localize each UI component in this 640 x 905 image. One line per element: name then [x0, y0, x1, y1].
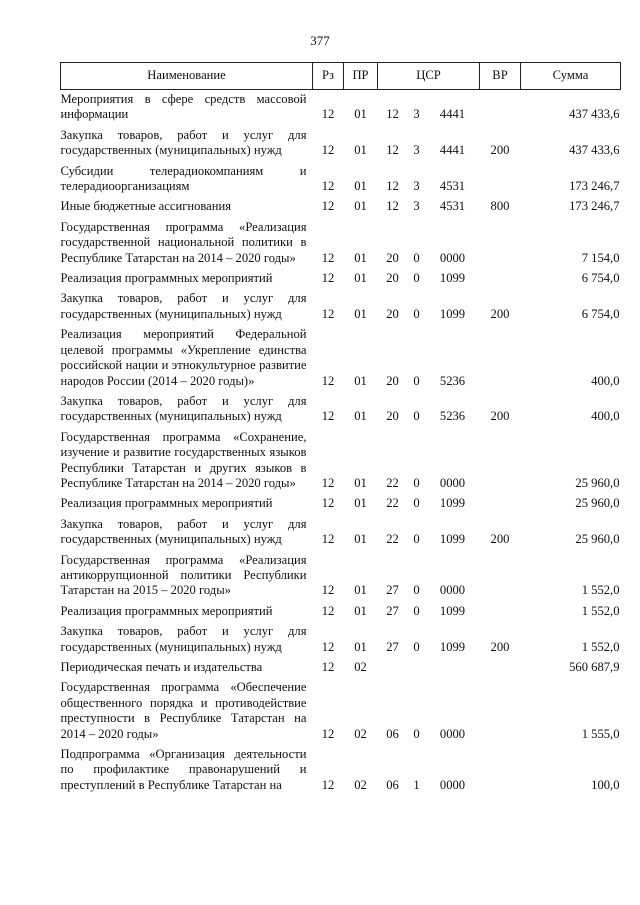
cell-csr1: 20 [386, 271, 399, 286]
cell-vr: 200 [490, 306, 510, 321]
cell-sum: 1 552,0 [581, 603, 620, 618]
table-row [61, 602, 621, 622]
cell-pr: 01 [354, 639, 367, 654]
budget-table [60, 62, 621, 796]
cell-rz: 12 [321, 475, 335, 490]
cell-csr3: 0000 [439, 583, 466, 598]
cell-name: Закупка товаров, работ и услуг для государственных (муниципальных) нужд [60, 127, 307, 158]
cell-pr: 01 [354, 409, 367, 424]
cell-csr1: 20 [386, 373, 399, 388]
cell-rz: 12 [321, 603, 335, 618]
cell-name: Закупка товаров, работ и услуг для государственных (муниципальных) нужд [60, 624, 307, 654]
cell-csr2: 0 [413, 726, 420, 741]
cell-rz: 12 [321, 639, 335, 654]
cell-csr3: 5236 [439, 373, 466, 388]
table-row [61, 622, 621, 658]
cell-name: Субсидии телерадиокомпаниям и телерадиоорганизациям [60, 163, 307, 194]
cell-csr2: 0 [413, 306, 420, 321]
cell-csr3: 5236 [439, 409, 466, 424]
cell-csr3: 4531 [439, 199, 466, 214]
cell-pr: 01 [354, 603, 367, 618]
cell-rz: 12 [321, 143, 335, 158]
cell-csr1: 22 [386, 532, 399, 547]
cell-csr3: 1099 [439, 603, 466, 618]
cell-rz: 12 [321, 250, 335, 265]
header-name: Наименование [61, 63, 313, 90]
cell-rz: 12 [321, 271, 335, 286]
cell-csr2: 0 [413, 271, 420, 286]
cell-vr [480, 428, 521, 495]
table-row [61, 551, 621, 602]
cell-name: Реализация программных мероприятий [60, 603, 273, 618]
cell-name: Мероприятия в сфере средств массовой информации [60, 92, 307, 122]
cell-csr2: 3 [413, 199, 420, 214]
cell-csr2: 0 [413, 475, 420, 490]
cell-rz: 12 [321, 107, 335, 122]
header-rz: Рз [313, 63, 344, 90]
cell-pr: 02 [354, 726, 367, 741]
table-row [61, 392, 621, 428]
cell-csr1 [378, 658, 408, 678]
cell-sum: 1 555,0 [581, 726, 620, 741]
cell-pr: 02 [354, 660, 367, 674]
cell-vr [480, 658, 521, 678]
cell-sum: 6 754,0 [581, 306, 620, 321]
cell-pr: 01 [354, 199, 367, 214]
cell-sum: 400,0 [591, 409, 620, 424]
table-body [61, 90, 621, 797]
cell-rz: 12 [321, 532, 335, 547]
cell-pr: 01 [354, 107, 367, 122]
cell-csr2: 0 [413, 532, 420, 547]
cell-vr: 800 [490, 199, 510, 214]
header-pr: ПР [344, 63, 378, 90]
cell-name: Государственная программа «Реализация антикоррупционной политики Республики Татарстан на 2015 – 2020 годы» [60, 552, 307, 598]
cell-csr2: 0 [413, 583, 420, 598]
cell-rz: 12 [321, 583, 335, 598]
cell-csr1: 22 [386, 475, 399, 490]
cell-rz: 12 [321, 373, 335, 388]
cell-sum: 437 433,6 [569, 107, 620, 122]
cell-csr1: 06 [386, 726, 399, 741]
cell-sum: 400,0 [591, 373, 620, 388]
cell-vr [480, 269, 521, 289]
header-csr: ЦСР [378, 63, 480, 90]
cell-csr1: 06 [386, 777, 399, 792]
cell-csr2: 1 [413, 777, 420, 792]
cell-csr1: 20 [386, 250, 399, 265]
cell-csr1: 20 [386, 306, 399, 321]
cell-sum: 6 754,0 [581, 271, 620, 286]
cell-vr [480, 90, 521, 126]
table-row [61, 197, 621, 217]
table-header [61, 63, 621, 90]
cell-sum: 437 433,6 [569, 143, 620, 158]
cell-csr3: 4441 [439, 143, 466, 158]
cell-name: Подпрограмма «Организация деятельности по профилактике правонарушений и преступлений в Республике Татарстан на [60, 747, 307, 792]
cell-pr: 01 [354, 306, 367, 321]
cell-csr3: 1099 [439, 271, 466, 286]
cell-csr2: 0 [413, 373, 420, 388]
cell-name: Реализация программных мероприятий [60, 496, 273, 511]
cell-csr1: 27 [386, 603, 399, 618]
cell-sum: 173 246,7 [569, 199, 620, 214]
cell-sum: 1 552,0 [581, 639, 620, 654]
cell-name: Государственная программа «Реализация государственной национальной политики в Республике Татарстан на 2014 – 2020 годы» [60, 219, 307, 265]
cell-csr3: 4441 [439, 107, 466, 122]
cell-rz: 12 [321, 660, 335, 674]
cell-csr3: 1099 [439, 496, 466, 511]
cell-name: Закупка товаров, работ и услуг для государственных (муниципальных) нужд [60, 291, 307, 321]
cell-vr: 200 [490, 639, 510, 654]
table-row [61, 658, 621, 678]
cell-vr [480, 162, 521, 198]
cell-pr: 01 [354, 475, 367, 490]
cell-rz: 12 [321, 726, 335, 741]
cell-vr: 200 [490, 409, 510, 424]
table-row [61, 126, 621, 162]
cell-name: Реализация мероприятий Федеральной целевой программы «Укрепление единства российской нации и этнокультурное развитие народов России (2014 – 2020 годы)» [60, 327, 307, 388]
cell-csr3: 0000 [439, 726, 466, 741]
table-row [61, 678, 621, 745]
cell-vr [480, 494, 521, 514]
cell-csr2: 0 [413, 250, 420, 265]
cell-rz: 12 [321, 306, 335, 321]
cell-csr1: 12 [386, 199, 399, 214]
cell-vr [480, 678, 521, 745]
table-row [61, 494, 621, 514]
cell-csr2: 3 [413, 143, 420, 158]
cell-rz: 12 [321, 179, 335, 194]
cell-pr: 01 [354, 143, 367, 158]
header-sum: Сумма [521, 63, 621, 90]
cell-name: Закупка товаров, работ и услуг для государственных (муниципальных) нужд [60, 393, 307, 424]
cell-pr: 01 [354, 271, 367, 286]
cell-sum: 25 960,0 [575, 532, 620, 547]
cell-sum: 25 960,0 [575, 475, 620, 490]
cell-csr3: 4531 [439, 179, 466, 194]
cell-csr3 [426, 658, 480, 678]
table-row [61, 745, 621, 796]
cell-csr2: 3 [413, 179, 420, 194]
cell-sum: 1 552,0 [581, 583, 620, 598]
cell-name: Закупка товаров, работ и услуг для государственных (муниципальных) нужд [60, 516, 307, 547]
cell-csr2 [408, 658, 426, 678]
cell-pr: 01 [354, 179, 367, 194]
cell-rz: 12 [321, 496, 335, 511]
cell-csr2: 0 [413, 409, 420, 424]
cell-vr [480, 218, 521, 269]
cell-csr3: 0000 [439, 777, 466, 792]
cell-csr1: 27 [386, 583, 399, 598]
cell-csr3: 0000 [439, 250, 466, 265]
cell-csr2: 0 [413, 603, 420, 618]
cell-pr: 01 [354, 532, 367, 547]
cell-csr1: 12 [386, 107, 399, 122]
cell-vr [480, 745, 521, 796]
cell-rz: 12 [321, 777, 335, 792]
page-number: 377 [310, 33, 330, 48]
cell-sum: 560 687,9 [569, 660, 620, 674]
cell-pr: 01 [354, 583, 367, 598]
cell-pr: 01 [354, 373, 367, 388]
cell-csr3: 1099 [439, 532, 466, 547]
cell-sum: 100,0 [591, 777, 620, 792]
cell-csr3: 1099 [439, 306, 466, 321]
cell-vr [480, 551, 521, 602]
cell-pr: 01 [354, 250, 367, 265]
header-vr: ВР [480, 63, 521, 90]
table-row [61, 90, 621, 126]
table-row [61, 515, 621, 551]
cell-sum: 7 154,0 [581, 250, 620, 265]
cell-csr2: 3 [413, 107, 420, 122]
table-row [61, 428, 621, 495]
cell-vr: 200 [490, 532, 510, 547]
cell-pr: 02 [354, 777, 367, 792]
cell-sum: 25 960,0 [575, 496, 620, 511]
cell-rz: 12 [321, 409, 335, 424]
cell-vr [480, 602, 521, 622]
cell-vr: 200 [490, 143, 510, 158]
cell-name: Государственная программа «Сохранение, изучение и развитие государственных языков Республики Татарстан и других языков в Республике Татарстан на 2014 – 2020 годы» [60, 429, 307, 490]
cell-rz: 12 [321, 199, 335, 214]
table-row [61, 269, 621, 289]
cell-name: Иные бюджетные ассигнования [60, 199, 232, 214]
cell-pr: 01 [354, 496, 367, 511]
table-row [61, 218, 621, 269]
cell-csr1: 12 [386, 179, 399, 194]
cell-csr1: 27 [386, 639, 399, 654]
table-row [61, 162, 621, 198]
cell-vr [480, 325, 521, 392]
table-row [61, 289, 621, 325]
cell-name: Реализация программных мероприятий [60, 271, 273, 286]
cell-sum: 173 246,7 [569, 179, 620, 194]
cell-csr1: 12 [386, 143, 399, 158]
table-row [61, 325, 621, 392]
cell-csr2: 0 [413, 496, 420, 511]
cell-csr1: 22 [386, 496, 399, 511]
cell-name: Государственная программа «Обеспечение общественного порядка и противодействие преступности в Республике Татарстан на 2014 – 2020 годы» [60, 680, 307, 741]
cell-csr2: 0 [413, 639, 420, 654]
cell-csr3: 1099 [439, 639, 466, 654]
cell-csr1: 20 [386, 409, 399, 424]
cell-name: Периодическая печать и издательства [60, 660, 263, 674]
cell-csr3: 0000 [439, 475, 466, 490]
